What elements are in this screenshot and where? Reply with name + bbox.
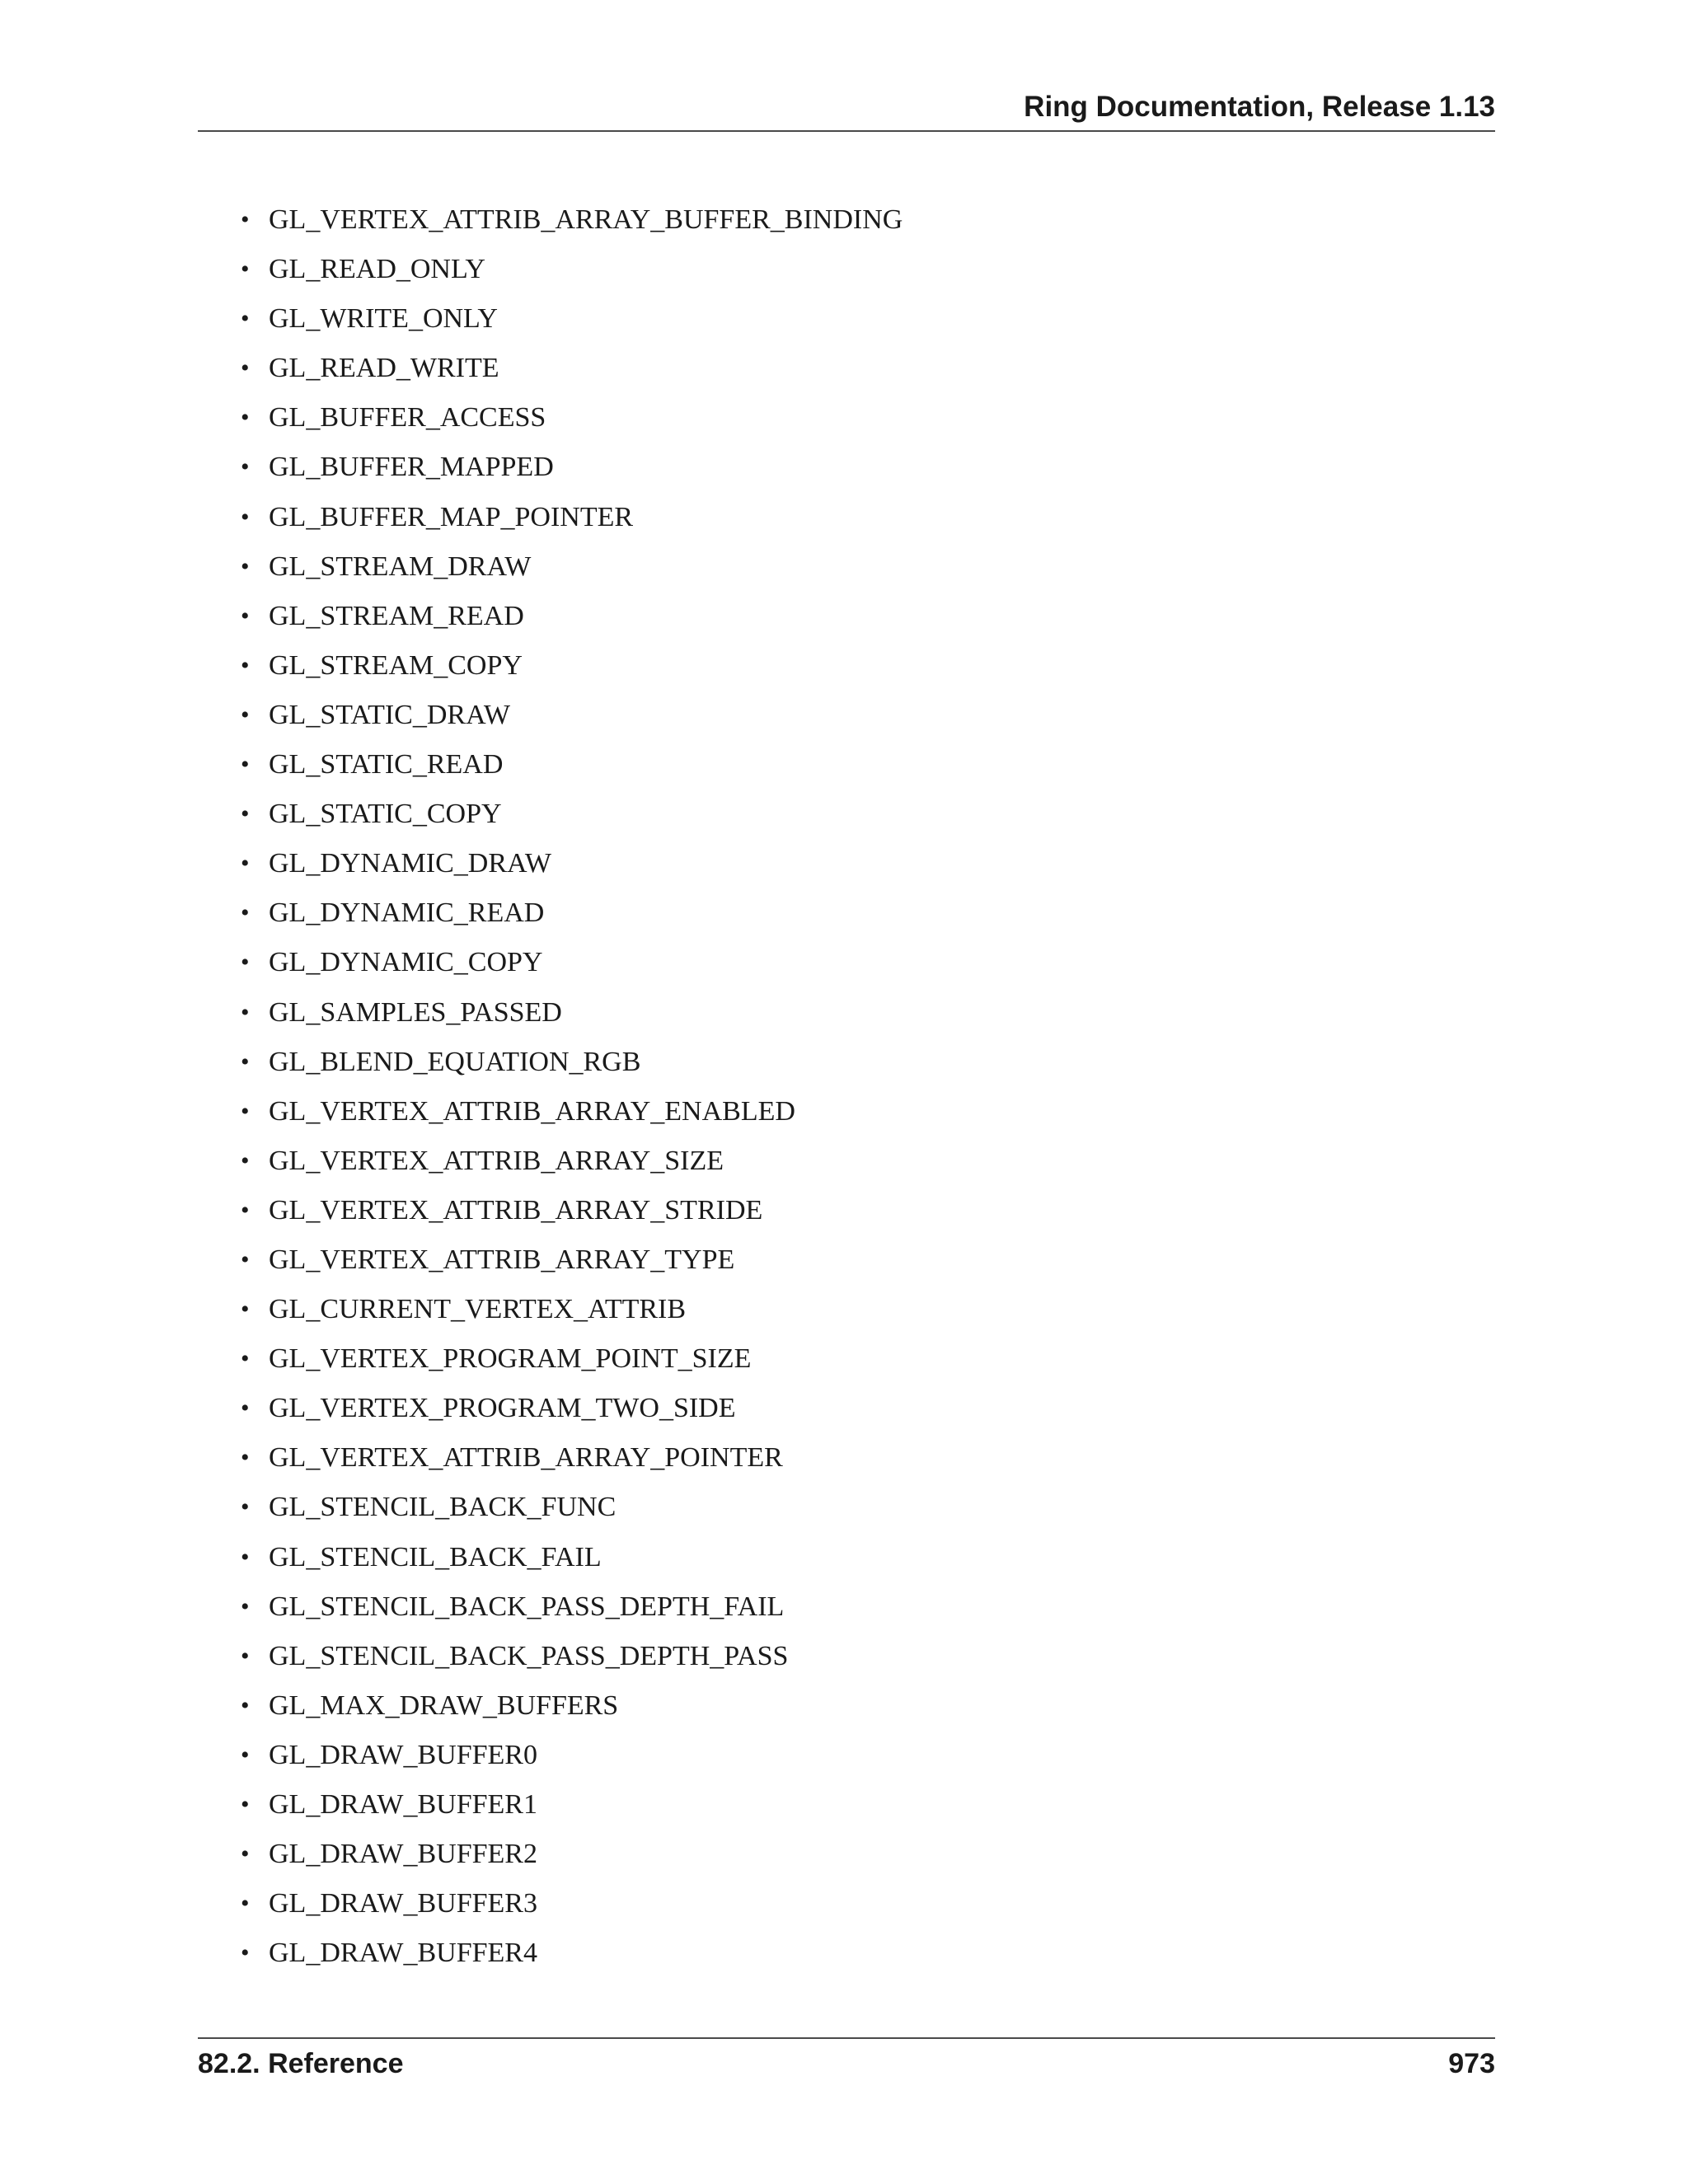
list-item: [198, 443, 1495, 492]
list-item: [198, 195, 1495, 245]
page-content: [198, 195, 1495, 1978]
constant-name: GL_DRAW_BUFFER4: [269, 1938, 537, 1969]
bullet-icon: •: [241, 255, 250, 284]
constant-name: GL_DRAW_BUFFER3: [269, 1888, 537, 1919]
constant-name: GL_STENCIL_BACK_FAIL: [269, 1541, 602, 1572]
bullet-icon: •: [241, 1245, 250, 1273]
constant-name: GL_VERTEX_PROGRAM_TWO_SIDE: [269, 1393, 736, 1424]
list-item: [198, 1731, 1495, 1780]
bullet-icon: •: [241, 1840, 250, 1868]
constant-name: GL_VERTEX_ATTRIB_ARRAY_POINTER: [269, 1442, 783, 1474]
bullet-icon: •: [241, 1939, 250, 1967]
constant-name: GL_VERTEX_ATTRIB_ARRAY_STRIDE: [269, 1194, 763, 1226]
constant-name: GL_VERTEX_ATTRIB_ARRAY_BUFFER_BINDING: [269, 204, 903, 235]
constant-name: GL_DRAW_BUFFER0: [269, 1739, 537, 1770]
bullet-icon: •: [241, 1691, 250, 1719]
bullet-icon: •: [241, 998, 250, 1026]
constant-name: GL_READ_ONLY: [269, 254, 485, 285]
list-item: [198, 1483, 1495, 1532]
list-item: [198, 1780, 1495, 1830]
bullet-icon: •: [241, 1394, 250, 1422]
constant-name: GL_SAMPLES_PASSED: [269, 996, 562, 1028]
constant-name: GL_CURRENT_VERTEX_ATTRIB: [269, 1294, 687, 1325]
list-item: [198, 1285, 1495, 1334]
bullet-icon: •: [241, 651, 250, 679]
list-item: [198, 1533, 1495, 1582]
constant-name: GL_STREAM_COPY: [269, 649, 523, 681]
list-item: [198, 393, 1495, 443]
list-item: [198, 1186, 1495, 1235]
bullet-icon: •: [241, 899, 250, 927]
bullet-icon: •: [241, 453, 250, 481]
section-reference-link[interactable]: 82.2. Reference: [198, 2048, 404, 2079]
constant-name: GL_STENCIL_BACK_PASS_DEPTH_PASS: [269, 1640, 789, 1671]
constant-name: GL_BUFFER_MAP_POINTER: [269, 501, 634, 532]
constant-name: GL_STENCIL_BACK_FUNC: [269, 1492, 617, 1523]
constant-name: GL_MAX_DRAW_BUFFERS: [269, 1690, 619, 1721]
bullet-icon: •: [241, 751, 250, 779]
bullet-icon: •: [241, 850, 250, 878]
constant-name: GL_STREAM_READ: [269, 600, 524, 631]
list-item: [198, 1235, 1495, 1285]
bullet-icon: •: [241, 1890, 250, 1918]
bullet-icon: •: [241, 701, 250, 729]
list-item: [198, 888, 1495, 938]
list-item: [198, 790, 1495, 839]
list-item: [198, 740, 1495, 790]
bullet-icon: •: [241, 1493, 250, 1521]
bullet-icon: •: [241, 1047, 250, 1076]
bullet-icon: •: [241, 503, 250, 531]
constant-name: GL_VERTEX_ATTRIB_ARRAY_ENABLED: [269, 1095, 795, 1127]
list-item: [198, 641, 1495, 691]
constant-name: GL_STATIC_DRAW: [269, 699, 510, 730]
constant-name: GL_BUFFER_MAPPED: [269, 452, 554, 483]
list-item: [198, 1384, 1495, 1433]
list-item: [198, 493, 1495, 542]
constant-name: GL_STATIC_COPY: [269, 799, 502, 830]
bullet-icon: •: [241, 1146, 250, 1174]
constant-name: GL_DYNAMIC_COPY: [269, 947, 543, 978]
bullet-icon: •: [241, 1345, 250, 1373]
constant-name: GL_BUFFER_ACCESS: [269, 402, 546, 434]
list-item: [198, 1334, 1495, 1384]
bullet-icon: •: [241, 602, 250, 630]
bullet-icon: •: [241, 552, 250, 580]
bullet-icon: •: [241, 1196, 250, 1224]
bullet-icon: •: [241, 1592, 250, 1620]
bullet-icon: •: [241, 1097, 250, 1125]
constant-name: GL_STREAM_DRAW: [269, 551, 532, 582]
list-item: [198, 1087, 1495, 1137]
list-item: [198, 1137, 1495, 1186]
list-item: [198, 988, 1495, 1038]
list-item: [198, 1038, 1495, 1087]
constant-name: GL_STATIC_READ: [269, 749, 504, 780]
list-item: [198, 1433, 1495, 1483]
bullet-icon: •: [241, 404, 250, 432]
list-item: [198, 839, 1495, 888]
page-footer: [198, 2037, 1495, 2080]
bullet-icon: •: [241, 1791, 250, 1818]
constant-name: GL_DRAW_BUFFER1: [269, 1789, 537, 1820]
list-item: [198, 1879, 1495, 1929]
constant-name: GL_VERTEX_PROGRAM_POINT_SIZE: [269, 1343, 752, 1375]
list-item: [198, 691, 1495, 740]
constant-name: GL_BLEND_EQUATION_RGB: [269, 1046, 641, 1077]
document-title: Ring Documentation, Release 1.13: [1024, 91, 1495, 123]
bullet-icon: •: [241, 1543, 250, 1571]
bullet-icon: •: [241, 206, 250, 233]
constant-name: GL_READ_WRITE: [269, 353, 499, 384]
list-item: [198, 1582, 1495, 1632]
list-item: [198, 938, 1495, 987]
bullet-icon: •: [241, 1296, 250, 1324]
list-item: [198, 1929, 1495, 1978]
list-item: [198, 344, 1495, 393]
bullet-icon: •: [241, 949, 250, 977]
list-item: [198, 245, 1495, 294]
constant-list: [198, 195, 1495, 1978]
list-item: [198, 592, 1495, 641]
constant-name: GL_DRAW_BUFFER2: [269, 1839, 537, 1870]
list-item: [198, 294, 1495, 344]
bullet-icon: •: [241, 1741, 250, 1769]
page-header: [198, 91, 1495, 132]
constant-name: GL_DYNAMIC_READ: [269, 898, 545, 929]
bullet-icon: •: [241, 1642, 250, 1670]
constant-name: GL_STENCIL_BACK_PASS_DEPTH_FAIL: [269, 1591, 785, 1622]
list-item: [198, 1830, 1495, 1879]
bullet-icon: •: [241, 354, 250, 382]
constant-name: GL_VERTEX_ATTRIB_ARRAY_SIZE: [269, 1145, 724, 1176]
bullet-icon: •: [241, 1444, 250, 1472]
constant-name: GL_VERTEX_ATTRIB_ARRAY_TYPE: [269, 1244, 735, 1275]
bullet-icon: •: [241, 305, 250, 333]
page-number: 973: [1448, 2048, 1495, 2079]
bullet-icon: •: [241, 800, 250, 828]
constant-name: GL_WRITE_ONLY: [269, 303, 498, 335]
constant-name: GL_DYNAMIC_DRAW: [269, 848, 551, 879]
list-item: [198, 1632, 1495, 1681]
list-item: [198, 542, 1495, 592]
list-item: [198, 1681, 1495, 1731]
